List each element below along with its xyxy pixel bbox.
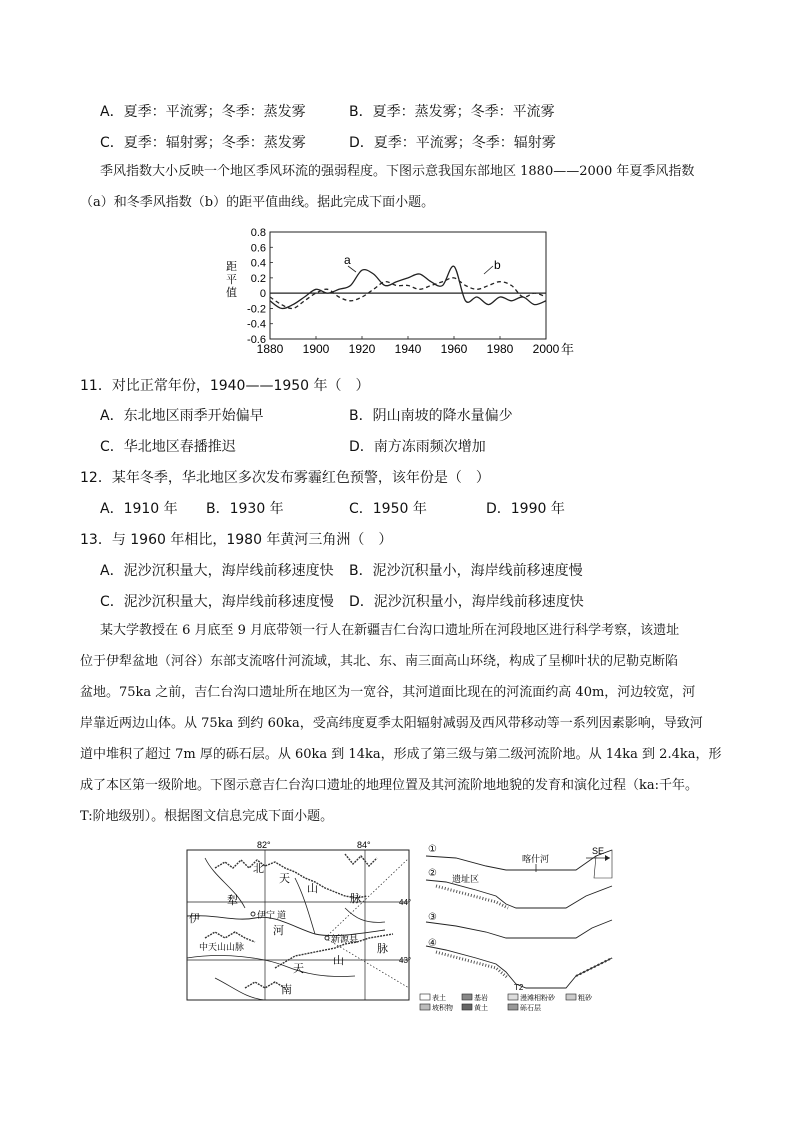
y-tick-label: -0.4 — [247, 318, 266, 331]
y-tick-label: -0.2 — [247, 303, 266, 316]
map-label-shan2: 山 — [333, 955, 344, 967]
legend-biaotu: 表土 — [432, 995, 446, 1002]
x-tick-label: 1960 — [440, 342, 468, 356]
intro2-line1: 某大学教授在 6 月底至 9 月底带领一行人在新疆吉仁台沟口遗址所在河段地区进行科学考察，该遗址 — [100, 623, 680, 638]
y-axis-label-2: 平 — [226, 274, 237, 286]
q11-option-c: C．华北地区春播推迟 — [100, 439, 236, 455]
map-label-mai2: 脉 — [377, 943, 388, 955]
map-label-mai: 脉 — [350, 893, 361, 905]
intro2-line5: 道中堆积了超过 7m 厚的砾石层。从 60ka 到 14ka，形成了第三级与第二级河流阶地。从 14ka 到 2.4ka，形 — [80, 747, 722, 762]
legend-mantan: 漫滩相粉砂 — [520, 995, 555, 1002]
map-lat-44: 44° — [399, 898, 412, 907]
q11-stem: 11．对比正常年份，1940——1950 年（ ） — [80, 378, 370, 394]
section-num-3: ③ — [428, 912, 437, 923]
intro2-line3: 盆地。75ka 之前，吉仁台沟口遗址所在地区为一宽谷，其河道面比现在的河流面约高 40m，河边较宽，河 — [80, 685, 696, 700]
q11-option-a: A．东北地区雨季开始偏早 — [100, 408, 264, 424]
q12-option-c: C．1950 年 — [349, 501, 427, 517]
y-axis-label-1: 距 — [226, 261, 237, 273]
intro1-line1: 季风指数大小反映一个地区季风环流的强弱程度。下图示意我国东部地区 1880——2000 年夏季风指数 — [100, 164, 695, 179]
y-tick-label: 0.2 — [250, 272, 266, 285]
y-tick-label: 0.8 — [250, 227, 266, 239]
intro1-line2: （a）和冬季风指数（b）的距平值曲线。据此完成下面小题。 — [80, 195, 435, 210]
x-tick-label: 2000 — [532, 342, 560, 356]
map-label-xinyuan: 新源县 — [331, 934, 359, 944]
terrace-cross-section — [416, 838, 616, 1018]
x-tick-label: 1900 — [302, 342, 330, 356]
q10-option-a: A．夏季：平流雾；冬季：蒸发雾 — [100, 104, 306, 120]
q11-option-b: B．阴山南坡的降水量偏少 — [349, 408, 513, 424]
x-tick-label: 1940 — [394, 342, 422, 356]
section-t2: T2 — [514, 983, 524, 992]
q13-stem: 13．与 1960 年相比，1980 年黄河三角洲（ ） — [80, 532, 393, 548]
section-num-2: ② — [428, 868, 437, 879]
series-b-label: b — [494, 258, 501, 272]
q13-option-a: A．泥沙沉积量大，海岸线前移速度快 — [100, 563, 334, 579]
legend-jiyan: 基岩 — [474, 995, 488, 1002]
x-tick-label: 1920 — [348, 342, 376, 356]
q12-option-d: D．1990 年 — [486, 501, 565, 517]
series-a-line — [270, 266, 546, 308]
intro2-line6: 成了本区第一级阶地。下图示意吉仁台沟口遗址的地理位置及其河流阶地地貌的发育和演化过程（ka:千年。 — [80, 778, 699, 793]
q10-option-c: C．夏季：辐射雾；冬季：蒸发雾 — [100, 135, 306, 151]
intro2-line7: T:阶地级别）。根据图文信息完成下面小题。 — [80, 809, 334, 824]
y-tick-label: 0.4 — [250, 257, 266, 270]
section-num-1: ① — [428, 844, 437, 855]
x-tick-label: 1980 — [486, 342, 514, 356]
map-label-yi: 伊 — [189, 913, 200, 925]
section-se: SE — [592, 846, 605, 856]
section-num-4: ④ — [428, 938, 437, 949]
q10-option-b: B．夏季：蒸发雾；冬季：平流雾 — [349, 104, 555, 120]
legend-lishi: 砾石层 — [520, 1005, 541, 1012]
q13-option-c: C．泥沙沉积量大，海岸线前移速度慢 — [100, 594, 334, 610]
section-yizhiqu: 遗址区 — [452, 874, 480, 884]
map-label-dao: 道 — [277, 910, 287, 920]
map-label-he: 河 — [273, 925, 284, 937]
monsoon-index-chart — [220, 222, 590, 362]
map-label-tian2: 天 — [293, 963, 304, 975]
y-tick-label: 0.6 — [250, 242, 266, 255]
map-label-li: 犁 — [227, 895, 238, 907]
intro2-line2: 位于伊犁盆地（河谷）东部支流喀什河流域，其北、东、南三面高山环绕，构成了呈柳叶状的尼勒克断陷 — [80, 654, 679, 669]
map-label-bei: 北 — [253, 863, 264, 875]
legend-poji: 坡积物 — [432, 1005, 453, 1012]
q10-option-d: D．夏季：平流雾；冬季：辐射雾 — [349, 135, 556, 151]
legend-huangtu: 黄土 — [474, 1005, 488, 1012]
intro2-line4: 岸靠近两边山体。从 75ka 到约 60ka，受高纬度夏季太阳辐射减弱及西风带移动等一系列因素影响，导致河 — [80, 716, 703, 731]
map-label-nan: 南 — [281, 984, 292, 996]
q12-option-a: A．1910 年 — [100, 501, 178, 517]
map-lat-43: 43° — [399, 956, 412, 965]
legend-cusha: 粗砂 — [578, 995, 592, 1002]
map-label-tian: 天 — [279, 873, 290, 885]
q12-stem: 12．某年冬季，华北地区多次发布雾霾红色预警，该年份是（ ） — [80, 470, 490, 486]
map-label-zhongtianshan: 中天山山脉 — [199, 942, 245, 952]
y-tick-label: 0 — [259, 288, 266, 301]
q12-option-b: B．1930 年 — [206, 501, 284, 517]
map-label-shan: 山 — [307, 883, 318, 895]
map-lon-82: 82° — [257, 840, 271, 850]
y-tick-label: -0.6 — [247, 334, 266, 346]
q13-option-b: B．泥沙沉积量小，海岸线前移速度慢 — [349, 563, 583, 579]
q13-option-d: D．泥沙沉积量小，海岸线前移速度快 — [349, 594, 584, 610]
series-a-label: a — [344, 253, 351, 267]
q11-option-d: D．南方冻雨频次增加 — [349, 439, 486, 455]
section-kashihe: 喀什河 — [522, 854, 550, 864]
map-label-yining: 伊宁 — [257, 910, 276, 920]
y-axis-label-3: 值 — [226, 287, 237, 299]
map-lon-84: 84° — [357, 840, 371, 850]
location-map — [185, 838, 417, 1018]
x-axis-unit: 年 — [561, 342, 575, 357]
x-tick-label: 1880 — [256, 342, 284, 356]
